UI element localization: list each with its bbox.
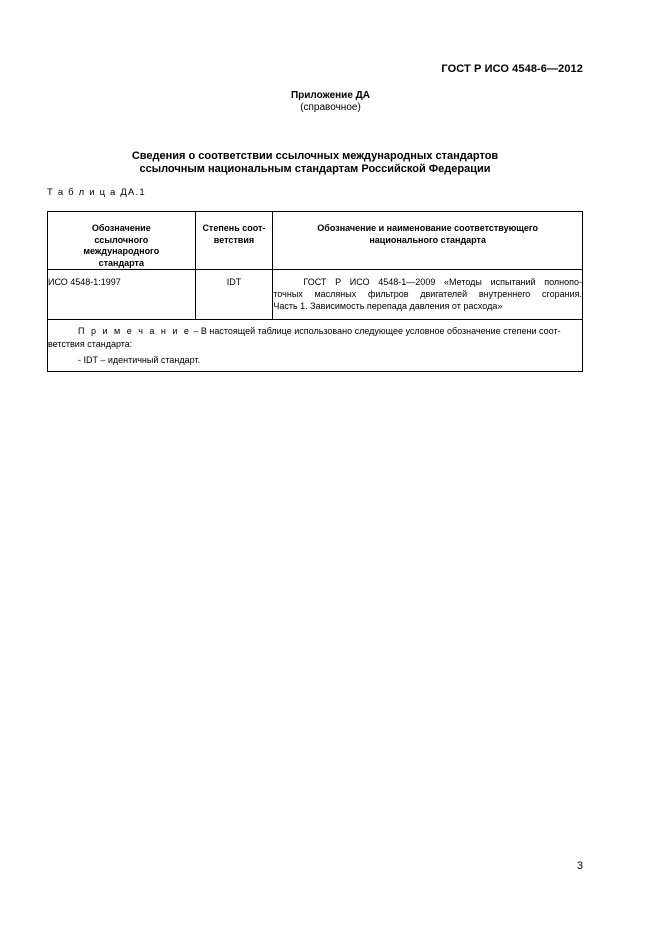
header-national-standard: Обозначение и наименование соответствующего национального стандарта bbox=[273, 212, 583, 270]
note-item: - IDT – идентичный стандарт. bbox=[78, 355, 201, 365]
table-note-row bbox=[48, 320, 583, 372]
standard-header: ГОСТ Р ИСО 4548-6—2012 bbox=[441, 63, 583, 75]
cell-designation: ИСО 4548-1:1997 bbox=[48, 270, 196, 320]
section-title-line1: Сведения о соответствии ссылочных международных стандартов bbox=[131, 150, 499, 162]
cell-national-standard: ГОСТ Р ИСО 4548-1—2009 «Методы испытаний полнопо- точных масляных фильтров двигателей внутреннего сгорания. Часть 1. Зависимость перепада давления от расхода» bbox=[273, 270, 583, 320]
header-designation: Обозначение ссылочного международного стандарта bbox=[48, 212, 196, 270]
note-label: П р и м е ч а н и е bbox=[78, 326, 191, 336]
appendix-title bbox=[0, 90, 661, 101]
note-text-a: – В настоящей таблице использовано следующее условное обозначение степени соот- bbox=[190, 326, 561, 336]
section-title-line2: ссылочным национальным стандартам Российской Федерации bbox=[139, 163, 491, 175]
cell-degree: IDT bbox=[195, 270, 273, 320]
correspondence-table bbox=[47, 211, 583, 372]
appendix-subtitle: (справочное) bbox=[300, 102, 361, 113]
section-title bbox=[0, 150, 630, 176]
note-line2: ветствия стандарта: bbox=[48, 338, 133, 349]
page-number: 3 bbox=[576, 860, 583, 872]
table-note bbox=[48, 320, 583, 372]
table-row bbox=[48, 270, 583, 320]
table-header-row bbox=[48, 212, 583, 270]
appendix-title-text: Приложение ДА bbox=[290, 90, 371, 101]
header-degree: Степень соот- ветствия bbox=[195, 212, 273, 270]
note-line1 bbox=[48, 325, 581, 338]
table-label: Т а б л и ц а ДА.1 bbox=[47, 187, 146, 198]
